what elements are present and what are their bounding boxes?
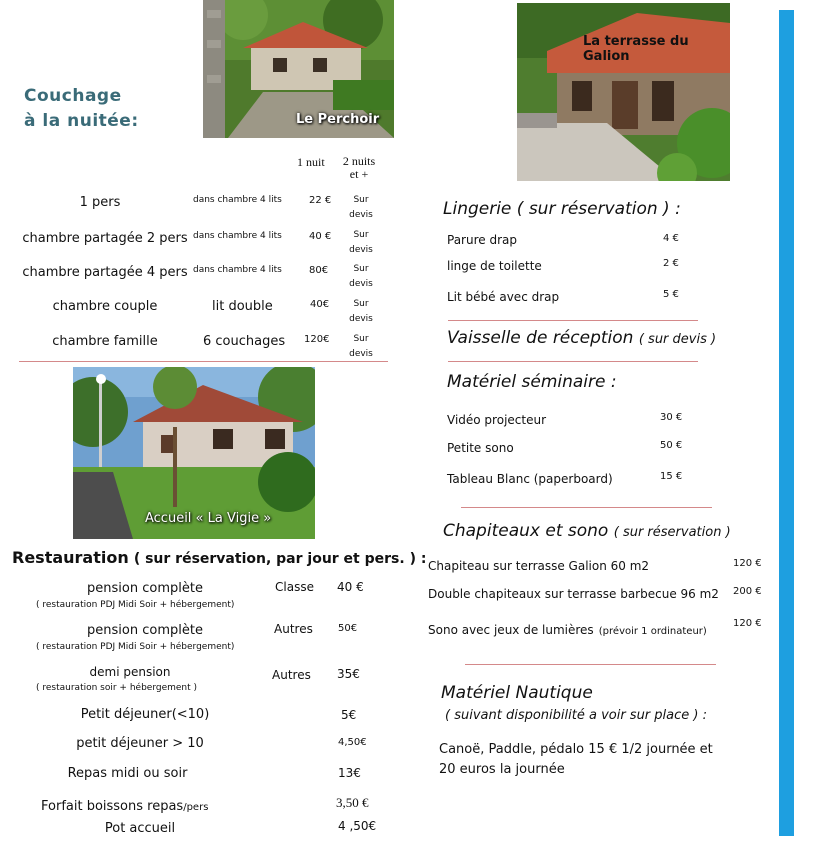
couchage-row-detail: dans chambre 4 lits bbox=[193, 265, 282, 275]
restauration-subtitle: ( sur réservation, par jour et pers. ) : bbox=[133, 551, 427, 567]
seminaire-item-price: 15 € bbox=[660, 471, 683, 482]
couchage-row-price: 80€ bbox=[309, 265, 329, 276]
resto-row-cat: Autres bbox=[274, 622, 313, 636]
seminaire-title: Matériel séminaire : bbox=[447, 372, 617, 392]
resto-row-label: petit déjeuner > 10 bbox=[76, 736, 204, 751]
couchage-row-label: chambre partagée 4 pers bbox=[22, 265, 188, 280]
resto-row-note: ( restauration PDJ Midi Soir + hébergement) bbox=[36, 642, 235, 652]
resto-row-price: 40 € bbox=[337, 580, 364, 594]
resto-row-cat: Autres bbox=[272, 668, 311, 682]
chapiteaux-item-label: Double chapiteaux sur terrasse barbecue 96 m2 bbox=[428, 587, 719, 601]
nautique-line2: 20 euros la journée bbox=[439, 762, 565, 777]
chapiteaux-title bbox=[443, 521, 731, 541]
couchage-row-label: chambre partagée 2 pers bbox=[22, 231, 188, 246]
divider bbox=[19, 361, 388, 362]
couchage-row-detail: dans chambre 4 lits bbox=[193, 195, 282, 205]
photo-le-perchoir-label: Le Perchoir bbox=[296, 112, 380, 127]
resto-row-cat: Classe bbox=[275, 580, 314, 594]
lingerie-item-price: 5 € bbox=[663, 289, 679, 300]
divider bbox=[461, 507, 712, 508]
couchage-title bbox=[24, 84, 139, 134]
resto-row-label: pension complète bbox=[87, 581, 203, 596]
lingerie-title: Lingerie ( sur réservation ) : bbox=[443, 199, 681, 219]
resto-row-label: Forfait boissons repas bbox=[41, 799, 184, 814]
resto-row-price: 4,50€ bbox=[338, 737, 367, 748]
chapiteaux-note: ( sur réservation ) bbox=[613, 525, 731, 540]
resto-row-note: ( restauration PDJ Midi Soir + hébergement) bbox=[36, 600, 235, 610]
couchage-row-label: 1 pers bbox=[79, 195, 121, 210]
resto-row-price: 4 ,50€ bbox=[338, 819, 377, 833]
divider bbox=[448, 320, 698, 321]
resto-row-price: 35€ bbox=[337, 667, 360, 681]
couchage-row-detail: dans chambre 4 lits bbox=[193, 231, 282, 241]
chapiteaux-item-note: (prévoir 1 ordinateur) bbox=[598, 626, 707, 637]
couchage-row-devis: Sur devis bbox=[349, 334, 373, 359]
chapiteaux-item-wrap bbox=[428, 619, 707, 638]
couchage-row-label: chambre famille bbox=[52, 334, 158, 349]
seminaire-item-label: Vidéo projecteur bbox=[447, 413, 547, 427]
chapiteaux-item-price: 120 € bbox=[733, 618, 762, 629]
resto-row-label: demi pension bbox=[89, 665, 171, 679]
couchage-row-devis: Sur devis bbox=[349, 264, 373, 289]
nautique-title: Matériel Nautique bbox=[441, 683, 593, 703]
couchage-title-line2: à la nuitée: bbox=[24, 111, 139, 131]
nautique-line1: Canoë, Paddle, pédalo 15 € 1/2 journée et bbox=[439, 742, 713, 757]
resto-row-price: 3,50 € bbox=[336, 795, 369, 810]
vaisselle-note: ( sur devis ) bbox=[638, 332, 717, 347]
decorative-blue-bar bbox=[779, 10, 794, 836]
seminaire-item-price: 30 € bbox=[660, 412, 683, 423]
seminaire-item-price: 50 € bbox=[660, 440, 683, 451]
restauration-title bbox=[12, 548, 426, 567]
lingerie-item-price: 4 € bbox=[663, 233, 679, 244]
seminaire-item-label: Petite sono bbox=[447, 441, 514, 455]
lingerie-item-label: Parure drap bbox=[447, 233, 517, 247]
col-header-2nuits-b: et + bbox=[349, 167, 369, 181]
couchage-row-devis: Sur devis bbox=[349, 299, 373, 324]
col-header-2nuits-a: 2 nuits bbox=[342, 154, 376, 168]
vaisselle-title bbox=[447, 328, 716, 348]
couchage-row-price: 120€ bbox=[304, 334, 330, 345]
col-header-1nuit: 1 nuit bbox=[297, 155, 325, 169]
seminaire-item-label: Tableau Blanc (paperboard) bbox=[447, 472, 613, 486]
couchage-row-price: 40€ bbox=[310, 299, 330, 310]
resto-row-note: ( restauration soir + hébergement ) bbox=[36, 683, 198, 693]
resto-row-label: Pot accueil bbox=[104, 821, 176, 836]
couchage-row-price: 22 € bbox=[309, 195, 332, 206]
chapiteaux-title-main: Chapiteaux et sono bbox=[443, 521, 609, 541]
col-header-2nuits bbox=[337, 155, 381, 181]
couchage-title-line1: Couchage bbox=[24, 86, 122, 106]
resto-row-suffix: /pers bbox=[183, 802, 209, 813]
photo-la-vigie bbox=[73, 367, 315, 539]
nautique-subtitle: ( suivant disponibilité a voir sur place ) : bbox=[445, 708, 707, 723]
couchage-row-label: chambre couple bbox=[52, 299, 158, 314]
lingerie-item-label: Lit bébé avec drap bbox=[447, 290, 560, 304]
resto-row-label: pension complète bbox=[87, 623, 203, 638]
restauration-title-main: Restauration bbox=[12, 548, 129, 567]
couchage-row-devis: Sur devis bbox=[349, 195, 373, 220]
resto-row-label: Repas midi ou soir bbox=[67, 766, 188, 781]
resto-row-price: 5€ bbox=[341, 708, 357, 722]
resto-row-label-wrap bbox=[41, 795, 208, 814]
photo-terrasse-galion-label: La terrasse du Galion bbox=[583, 34, 689, 64]
chapiteaux-item-price: 200 € bbox=[733, 586, 762, 597]
chapiteaux-item-price: 120 € bbox=[733, 558, 762, 569]
resto-row-price: 13€ bbox=[338, 766, 361, 780]
chapiteaux-item-label: Sono avec jeux de lumières bbox=[428, 623, 594, 637]
vaisselle-title-main: Vaisselle de réception bbox=[447, 328, 634, 348]
lingerie-item-price: 2 € bbox=[663, 258, 679, 269]
chapiteaux-item-label: Chapiteau sur terrasse Galion 60 m2 bbox=[428, 559, 650, 573]
divider bbox=[448, 361, 698, 362]
photo-le-perchoir bbox=[203, 0, 394, 138]
couchage-row-devis: Sur devis bbox=[349, 230, 373, 255]
resto-row-price: 50€ bbox=[338, 623, 358, 634]
couchage-row-detail: lit double bbox=[212, 299, 273, 314]
resto-row-label: Petit déjeuner(<10) bbox=[80, 707, 210, 722]
lingerie-item-label: linge de toilette bbox=[447, 259, 542, 273]
couchage-row-price: 40 € bbox=[309, 231, 332, 242]
photo-la-vigie-label: Accueil « La Vigie » bbox=[145, 511, 272, 526]
photo-terrasse-galion bbox=[517, 3, 730, 181]
divider bbox=[465, 664, 716, 665]
couchage-row-detail: 6 couchages bbox=[203, 334, 286, 349]
